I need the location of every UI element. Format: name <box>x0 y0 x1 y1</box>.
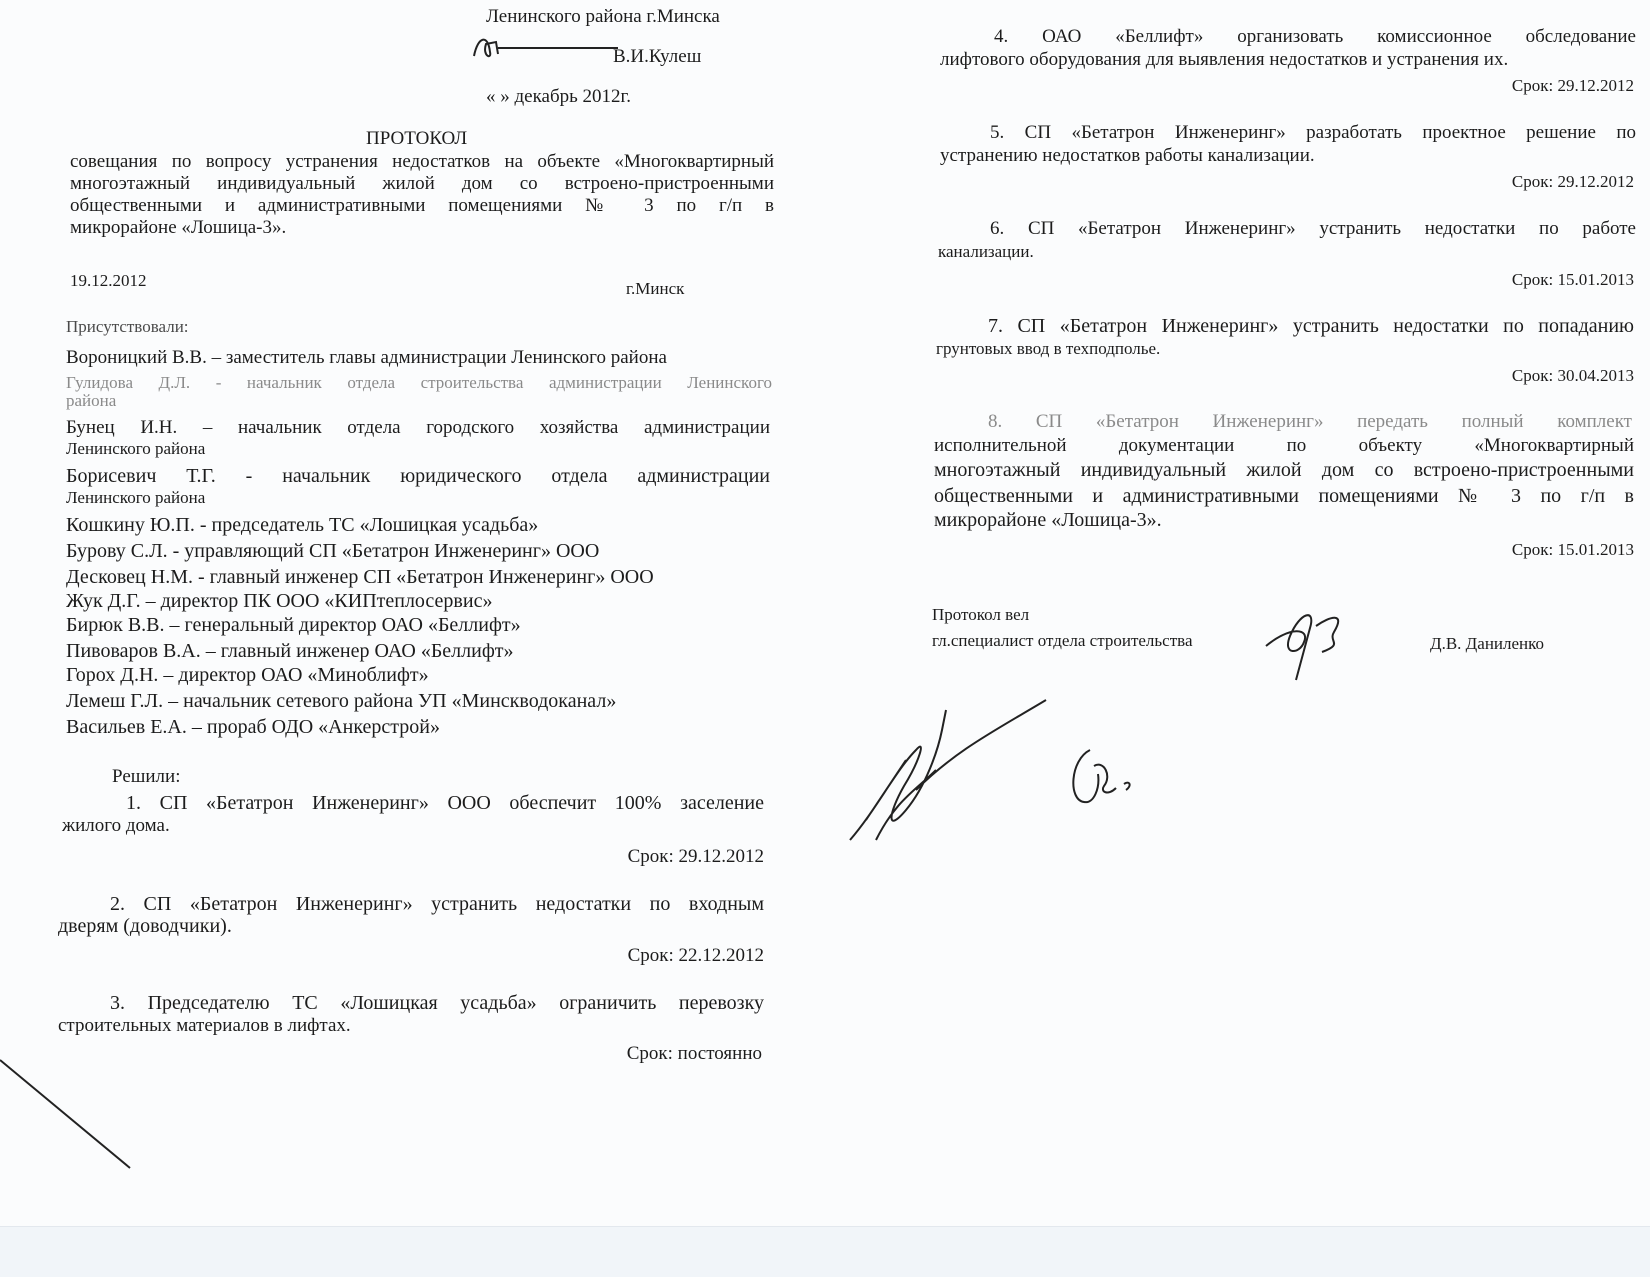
attendee-line: Вороницкий В.В. – заместитель главы администрации Ленинского района <box>66 347 667 368</box>
attendee-line: Бурову С.Л. - управляющий СП «Бетатрон Инженеринг» ООО <box>66 540 600 562</box>
kept-by-label: Протокол вел <box>932 605 1030 624</box>
attendee-line: Кошкину Ю.П. - председатель ТС «Лошицкая усадьба» <box>66 514 539 536</box>
header-signer: В.И.Кулеш <box>613 46 702 67</box>
attendee-line: Борисевич Т.Г. - начальник юридического отдела администрации <box>66 465 770 487</box>
subject-line-4: микрорайоне «Лошица-3». <box>70 217 287 238</box>
decision-6-line-1: 6. СП «Бетатрон Инженеринг» устранить недостатки по работе <box>990 218 1636 239</box>
attendees-label: Присутствовали: <box>66 317 189 336</box>
header-date-line: « » декабрь 2012г. <box>486 86 631 107</box>
decision-2-deadline: Срок: 22.12.2012 <box>627 945 764 966</box>
page-title: ПРОТОКОЛ <box>366 128 468 149</box>
attendee-line: Гулидова Д.Л. - начальник отдела строительства администрации Ленинского <box>66 373 772 392</box>
meeting-city: г.Минск <box>626 279 685 298</box>
decision-5-line-1: 5. СП «Бетатрон Инженеринг» разработать проектное решение по <box>990 122 1636 143</box>
decision-1-line-2: жилого дома. <box>62 815 170 836</box>
decision-4-deadline: Срок: 29.12.2012 <box>1511 76 1634 95</box>
decision-3-line-1: 3. Председателю ТС «Лошицкая усадьба» ограничить перевозку <box>110 992 764 1014</box>
decision-1-line-1: 1. СП «Бетатрон Инженеринг» ООО обеспечит 100% заселение <box>126 792 764 814</box>
decision-8-deadline: Срок: 15.01.2013 <box>1511 540 1634 559</box>
decision-6-line-2: канализации. <box>938 242 1034 261</box>
decision-2-line-2: дверям (доводчики). <box>58 915 232 937</box>
decision-5-deadline: Срок: 29.12.2012 <box>1511 172 1634 191</box>
handwritten-signature <box>846 690 1056 850</box>
attendee-line: Ленинского района <box>66 488 206 507</box>
decision-3-deadline: Срок: постоянно <box>626 1043 762 1064</box>
decision-8-line-2: исполнительной документации по объекту «Многоквартирный <box>934 435 1634 456</box>
decision-8-line-1: 8. СП «Бетатрон Инженеринг» передать полный комплект <box>988 411 1632 432</box>
pen-stroke-line <box>0 1040 140 1170</box>
kept-by-position: гл.специалист отдела строительства <box>932 631 1193 650</box>
decision-7-line-1: 7. СП «Бетатрон Инженеринг» устранить недостатки по попаданию <box>988 315 1634 337</box>
decisions-label: Решили: <box>112 766 181 787</box>
header-district: Ленинского района г.Минска <box>486 6 720 27</box>
meeting-date: 19.12.2012 <box>70 271 147 290</box>
decision-4-line-1: 4. ОАО «Беллифт» организовать комиссионное обследование <box>994 26 1636 47</box>
attendee-line: Пивоваров В.А. – главный инженер ОАО «Беллифт» <box>66 640 514 662</box>
decision-8-line-4: общественными и административными помещениями № 3 по г/п в <box>934 485 1634 507</box>
decision-8-line-5: микрорайоне «Лошица-3». <box>934 509 1162 531</box>
decision-1-deadline: Срок: 29.12.2012 <box>627 846 764 867</box>
decision-4-line-2: лифтового оборудования для выявления недостатков и устранения их. <box>940 49 1509 70</box>
decision-6-deadline: Срок: 15.01.2013 <box>1511 270 1634 289</box>
kept-by-name: Д.В. Даниленко <box>1430 634 1545 653</box>
scan-bottom-band <box>0 1226 1650 1277</box>
subject-line-2: многоэтажный индивидуальный жилой дом со встроено-пристроенными <box>70 173 774 194</box>
decision-5-line-2: устранению недостатков работы канализации. <box>940 145 1315 166</box>
attendee-line: Десковец Н.М. - главный инженер СП «Бетатрон Инженеринг» ООО <box>66 566 654 588</box>
decision-3-line-2: строительных материалов в лифтах. <box>58 1015 351 1036</box>
attendee-line: Жук Д.Г. – директор ПК ООО «КИПтеплосервис» <box>66 590 493 612</box>
decision-7-deadline: Срок: 30.04.2013 <box>1511 366 1634 385</box>
subject-line-1: совещания по вопросу устранения недостатков на объекте «Многоквартирный <box>70 151 774 172</box>
handwritten-initials <box>1064 740 1154 810</box>
attendee-line: Горох Д.Н. – директор ОАО «Миноблифт» <box>66 664 429 686</box>
attendee-line: района <box>66 391 117 410</box>
decision-2-line-1: 2. СП «Бетатрон Инженеринг» устранить недостатки по входным <box>110 893 764 915</box>
subject-line-3: общественными и административными помещениями № 3 по г/п в <box>70 195 774 216</box>
minutes-signature <box>1260 606 1380 686</box>
attendee-line: Васильев Е.А. – прораб ОДО «Анкерстрой» <box>66 716 440 738</box>
decision-8-line-3: многоэтажный индивидуальный жилой дом со встроено-пристроенными <box>934 459 1634 481</box>
attendee-line: Бирюк В.В. – генеральный директор ОАО «Беллифт» <box>66 614 521 636</box>
attendee-line: Ленинского района <box>66 439 206 458</box>
attendee-line: Бунец И.Н. – начальник отдела городского хозяйства администрации <box>66 417 770 438</box>
attendee-line: Лемеш Г.Л. – начальник сетевого района УП «Минскводоканал» <box>66 690 617 712</box>
decision-7-line-2: грунтовых ввод в техподполье. <box>936 339 1161 358</box>
